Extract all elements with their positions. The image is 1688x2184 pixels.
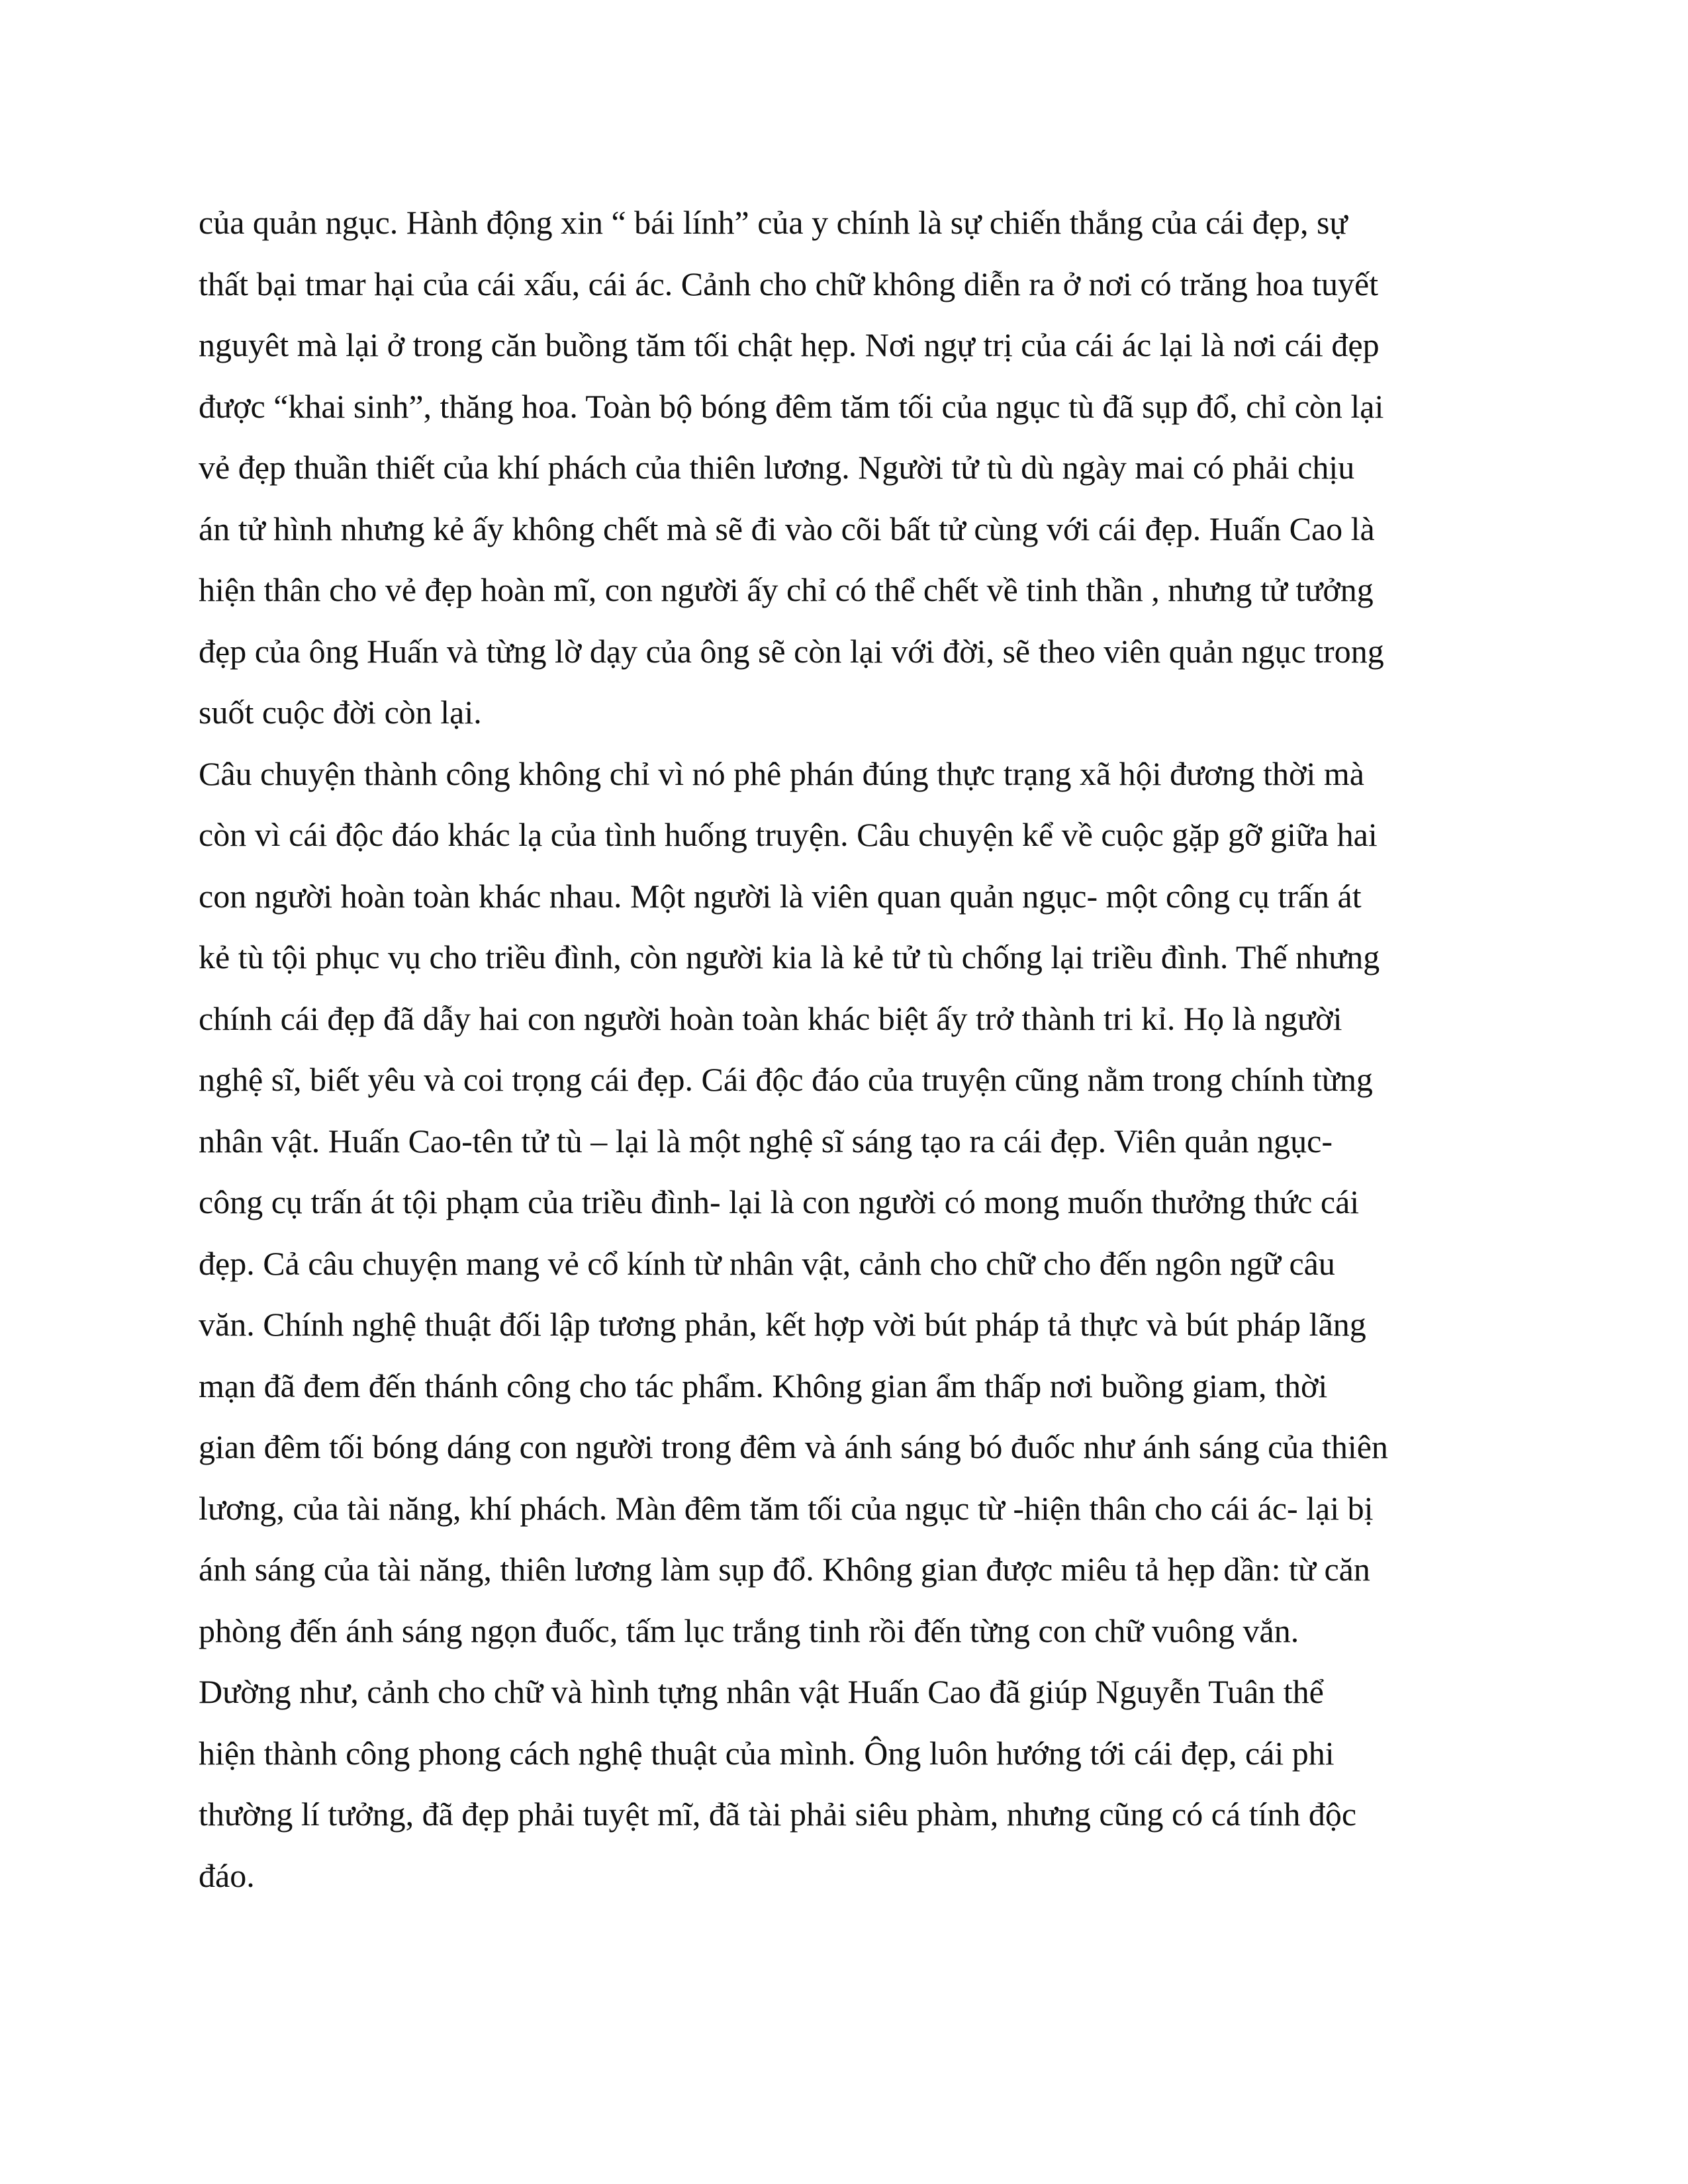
text-line: nghệ sĩ, biết yêu và coi trọng cái đẹp. Cái độc đáo của truyện cũng nằm trong chính từng	[199, 1061, 1373, 1098]
text-line: văn. Chính nghệ thuật đối lập tương phản, kết hợp vời bút pháp tả thực và bút pháp lãng	[199, 1306, 1366, 1343]
text-line: ánh sáng của tài năng, thiên lương làm sụp đổ. Không gian được miêu tả hẹp dần: từ căn	[199, 1551, 1370, 1588]
text-line: của quản ngục. Hành động xin “ bái lính” của y chính là sự chiến thắng của cái đẹp, sự	[199, 204, 1348, 241]
text-line: hiện thân cho vẻ đẹp hoàn mĩ, con người ấy chỉ có thể chết về tinh thần , nhưng tử tưởng	[199, 571, 1374, 608]
text-line: đáo.	[199, 1856, 255, 1894]
text-line: phòng đến ánh sáng ngọn đuốc, tấm lục trắng tinh rồi đến từng con chữ vuông vắn.	[199, 1612, 1299, 1649]
text-line: nguyêt mà lại ở trong căn buồng tăm tối chật hẹp. Nơi ngự trị của cái ác lại là nơi cái đẹp	[199, 326, 1380, 363]
text-line: đẹp. Cả câu chuyện mang vẻ cổ kính từ nhân vật, cảnh cho chữ cho đến ngôn ngữ câu	[199, 1244, 1335, 1282]
text-line: lương, của tài năng, khí phách. Màn đêm tăm tối của ngục từ -hiện thân cho cái ác- lại bị	[199, 1489, 1374, 1527]
body-text	[199, 192, 1489, 1906]
paragraph-2	[199, 743, 1489, 1662]
text-line: công cụ trấn át tội phạm của triều đình- lại là con người có mong muốn thưởng thức cái	[199, 1183, 1360, 1220]
text-line: suốt cuộc đời còn lại.	[199, 694, 482, 731]
text-line: chính cái đẹp đã dẫy hai con người hoàn toàn khác biệt ấy trở thành tri kỉ. Họ là người	[199, 999, 1342, 1037]
text-line: con người hoàn toàn khác nhau. Một người là viên quan quản ngục- một công cụ trấn át	[199, 877, 1362, 915]
text-line: đẹp của ông Huấn và từng lờ dạy của ông sẽ còn lại với đời, sẽ theo viên quản ngục trong	[199, 632, 1384, 670]
text-line: Câu chuyện thành công không chỉ vì nó phê phán đúng thực trạng xã hội đương thời mà	[199, 754, 1364, 792]
text-line: gian đêm tối bóng dáng con người trong đêm và ánh sáng bó đuốc như ánh sáng của thiên	[199, 1428, 1388, 1465]
paragraph-3	[199, 1661, 1489, 1906]
text-line: được “khai sinh”, thăng hoa. Toàn bộ bóng đêm tăm tối của ngục tù đã sụp đổ, chỉ còn lại	[199, 387, 1384, 425]
text-line: vẻ đẹp thuần thiết của khí phách của thiên lương. Người tử tù dù ngày mai có phải chịu	[199, 449, 1355, 486]
text-line: kẻ tù tội phục vụ cho triều đình, còn người kia là kẻ tử tù chống lại triều đình. Thế nhưng	[199, 938, 1380, 976]
text-line: thất bại tmar hại của cái xấu, cái ác. Cảnh cho chữ không diễn ra ở nơi có trăng hoa tuyết	[199, 265, 1379, 302]
paragraph-1	[199, 192, 1489, 743]
text-line: mạn đã đem đến thánh công cho tác phẩm. Không gian ẩm thấp nơi buồng giam, thời	[199, 1367, 1328, 1404]
text-line: thường lí tưởng, đã đẹp phải tuyệt mĩ, đã tài phải siêu phàm, nhưng cũng có cá tính độc	[199, 1796, 1357, 1833]
text-line: nhân vật. Huấn Cao-tên tử tù – lại là một nghệ sĩ sáng tạo ra cái đẹp. Viên quản ngục-	[199, 1122, 1333, 1160]
text-line: còn vì cái độc đáo khác lạ của tình huống truyện. Câu chuyện kể về cuộc gặp gỡ giữa hai	[199, 816, 1378, 853]
text-line: Dường như, cảnh cho chữ và hình tựng nhân vật Huấn Cao đã giúp Nguyễn Tuân thể	[199, 1673, 1324, 1710]
text-line: hiện thành công phong cách nghệ thuật của mình. Ông luôn hướng tới cái đẹp, cái phi	[199, 1734, 1335, 1772]
text-line: án tử hình nhưng kẻ ấy không chết mà sẽ đi vào cõi bất tử cùng với cái đẹp. Huấn Cao là	[199, 510, 1375, 547]
